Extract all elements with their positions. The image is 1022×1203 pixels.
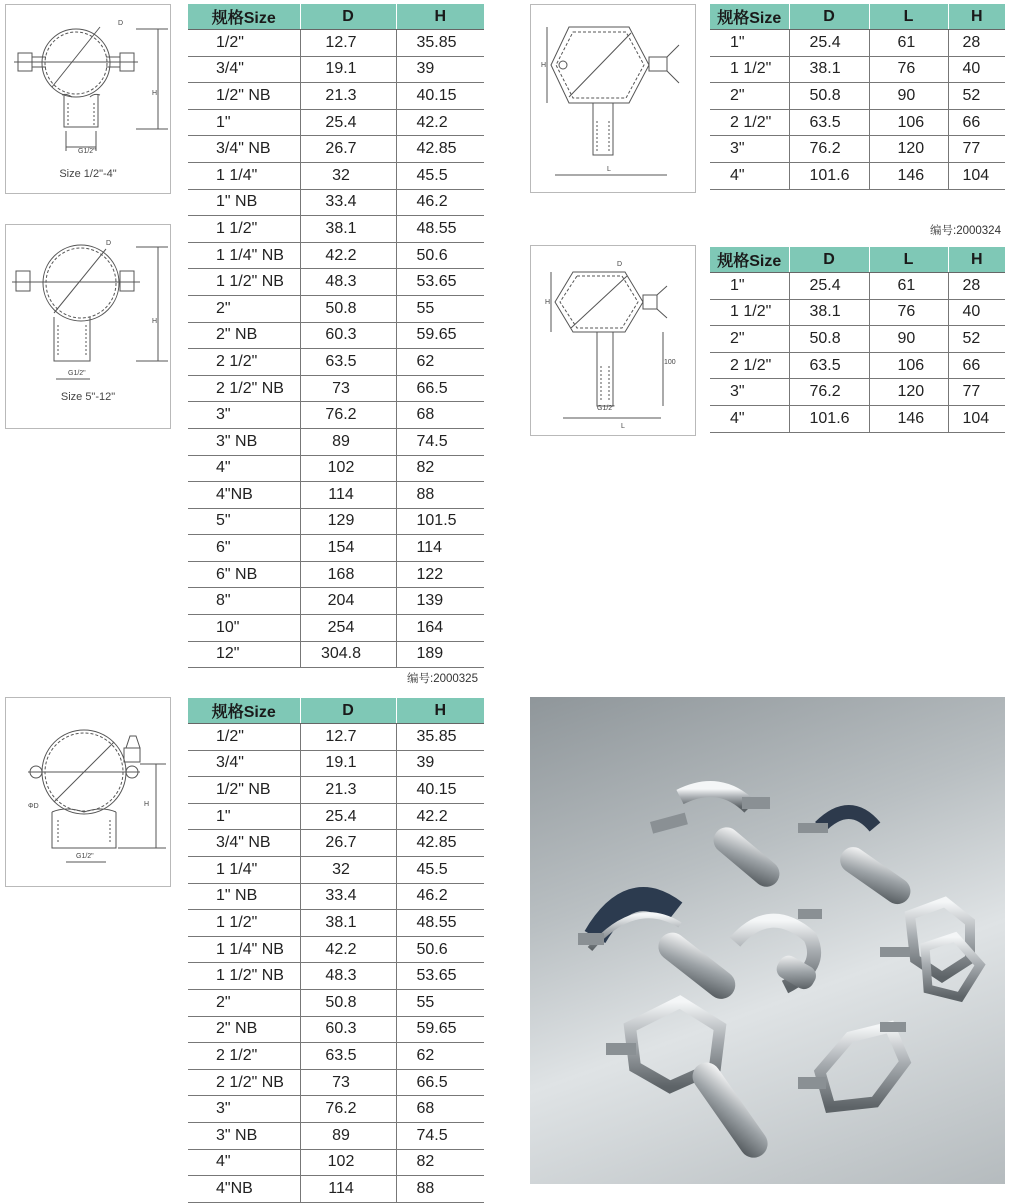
table-cell: 21.3 bbox=[300, 777, 396, 804]
table-cell: 204 bbox=[300, 588, 396, 615]
label-g: G1/2" bbox=[76, 853, 94, 860]
table-cell: 45.5 bbox=[396, 856, 484, 883]
table-cell: 35.85 bbox=[396, 30, 484, 57]
table-row bbox=[188, 56, 484, 83]
table-cell: 66.5 bbox=[396, 375, 484, 402]
table-cell: 66 bbox=[948, 352, 1005, 379]
table-cell: 76 bbox=[869, 299, 948, 326]
table-cell: 63.5 bbox=[789, 352, 869, 379]
label-h: H bbox=[152, 318, 158, 325]
table-row bbox=[188, 1069, 484, 1096]
table-cell: 28 bbox=[948, 30, 1005, 57]
table-row bbox=[710, 326, 1005, 353]
table-cell: 45.5 bbox=[396, 162, 484, 189]
table-cell: 189 bbox=[396, 641, 484, 668]
table-cell: 88 bbox=[396, 1176, 484, 1203]
header-d: D bbox=[789, 4, 869, 30]
pipe-holder-drawing-3 bbox=[531, 5, 697, 194]
pipe-holder-drawing-1 bbox=[6, 5, 172, 195]
table-cell: 1 1/4" NB bbox=[188, 936, 300, 963]
table-cell: 50.8 bbox=[789, 83, 869, 110]
table-cell: 10" bbox=[188, 615, 300, 642]
holder-rubber-lined-1 bbox=[798, 812, 916, 909]
table-cell: 19.1 bbox=[300, 56, 396, 83]
header-l: L bbox=[869, 247, 948, 273]
table-row bbox=[188, 750, 484, 777]
table-cell: 76.2 bbox=[300, 1096, 396, 1123]
table-cell: 4"NB bbox=[188, 482, 300, 509]
header-l: L bbox=[869, 4, 948, 30]
table-cell: 1 1/2" NB bbox=[188, 963, 300, 990]
table-cell: 2 1/2" NB bbox=[188, 1069, 300, 1096]
table-cell: 73 bbox=[300, 375, 396, 402]
table-row bbox=[710, 405, 1005, 432]
table-cell: 104 bbox=[948, 405, 1005, 432]
table-cell: 2 1/2" NB bbox=[188, 375, 300, 402]
table-cell: 1" NB bbox=[188, 883, 300, 910]
table-cell: 68 bbox=[396, 402, 484, 429]
table-cell: 32 bbox=[300, 162, 396, 189]
header-h: H bbox=[948, 247, 1005, 273]
table-cell: 82 bbox=[396, 1149, 484, 1176]
table-cell: 2" bbox=[710, 83, 789, 110]
table-row bbox=[188, 109, 484, 136]
table-cell: 1 1/2" bbox=[188, 910, 300, 937]
header-size: 规格Size bbox=[188, 698, 300, 724]
table-cell: 2 1/2" bbox=[188, 1043, 300, 1070]
table-cell: 1 1/2" bbox=[710, 56, 789, 83]
label-g: G1/2" bbox=[78, 148, 96, 155]
table-cell: 48.3 bbox=[300, 269, 396, 296]
table-cell: 42.85 bbox=[396, 136, 484, 163]
table-row bbox=[188, 830, 484, 857]
label-d: D bbox=[106, 240, 112, 247]
header-h: H bbox=[396, 4, 484, 30]
table-cell: 102 bbox=[300, 1149, 396, 1176]
table-cell: 2 1/2" bbox=[710, 352, 789, 379]
table-cell: 2" NB bbox=[188, 1016, 300, 1043]
table-row bbox=[188, 615, 484, 642]
table-cell: 42.2 bbox=[300, 936, 396, 963]
table-row bbox=[710, 83, 1005, 110]
table-row bbox=[188, 1122, 484, 1149]
header-size: 规格Size bbox=[710, 4, 789, 30]
table-cell: 3/4" bbox=[188, 750, 300, 777]
header-d: D bbox=[300, 698, 396, 724]
table-cell: 60.3 bbox=[300, 322, 396, 349]
table-cell: 40 bbox=[948, 56, 1005, 83]
table-cell: 21.3 bbox=[300, 83, 396, 110]
product-photo bbox=[530, 697, 1005, 1184]
table-cell: 3/4" bbox=[188, 56, 300, 83]
table-cell: 40 bbox=[948, 299, 1005, 326]
table-cell: 59.65 bbox=[396, 322, 484, 349]
table-cell: 3/4" NB bbox=[188, 830, 300, 857]
table-cell: 4" bbox=[710, 405, 789, 432]
table-cell: 122 bbox=[396, 561, 484, 588]
table-row bbox=[188, 455, 484, 482]
table-cell: 50.8 bbox=[300, 295, 396, 322]
table-cell: 168 bbox=[300, 561, 396, 588]
table-cell: 48.3 bbox=[300, 963, 396, 990]
table-row bbox=[188, 295, 484, 322]
table-cell: 2 1/2" bbox=[188, 349, 300, 376]
table-cell: 63.5 bbox=[300, 1043, 396, 1070]
table-row bbox=[188, 349, 484, 376]
table-row bbox=[188, 641, 484, 668]
table-cell: 50.6 bbox=[396, 242, 484, 269]
table-cell: 38.1 bbox=[300, 910, 396, 937]
diagram-panel-3 bbox=[530, 4, 696, 193]
table-cell: 77 bbox=[948, 379, 1005, 406]
label-l: L bbox=[621, 423, 625, 430]
table-cell: 66 bbox=[948, 109, 1005, 136]
table-cell: 1 1/2" NB bbox=[188, 269, 300, 296]
label-h: H bbox=[144, 801, 150, 808]
table-row bbox=[188, 216, 484, 243]
table-row bbox=[188, 856, 484, 883]
table-row bbox=[188, 30, 484, 57]
diagram-caption-2: Size 5"-12" bbox=[60, 391, 116, 403]
table-row bbox=[188, 588, 484, 615]
table-cell: 26.7 bbox=[300, 136, 396, 163]
table-cell: 59.65 bbox=[396, 1016, 484, 1043]
table-cell: 25.4 bbox=[789, 30, 869, 57]
table-cell: 61 bbox=[869, 273, 948, 300]
table-cell: 3" NB bbox=[188, 1122, 300, 1149]
table-cell: 114 bbox=[300, 482, 396, 509]
table-cell: 2" bbox=[188, 295, 300, 322]
table-cell: 48.55 bbox=[396, 216, 484, 243]
table-cell: 1 1/4" bbox=[188, 856, 300, 883]
table-cell: 4"NB bbox=[188, 1176, 300, 1203]
table-cell: 90 bbox=[869, 326, 948, 353]
spec-table-d bbox=[188, 698, 484, 1203]
table-row bbox=[710, 109, 1005, 136]
table-cell: 3" NB bbox=[188, 428, 300, 455]
table-cell: 3/4" NB bbox=[188, 136, 300, 163]
label-phi-d: ΦD bbox=[28, 803, 39, 810]
table-cell: 50.8 bbox=[789, 326, 869, 353]
header-h: H bbox=[948, 4, 1005, 30]
table-cell: 114 bbox=[300, 1176, 396, 1203]
table-cell: 35.85 bbox=[396, 724, 484, 751]
table-row bbox=[188, 936, 484, 963]
table-cell: 53.65 bbox=[396, 269, 484, 296]
table-cell: 106 bbox=[869, 352, 948, 379]
table-row bbox=[188, 724, 484, 751]
table-row bbox=[188, 963, 484, 990]
diagram-caption-1: Size 1/2"-4" bbox=[59, 168, 117, 180]
table-row bbox=[188, 1096, 484, 1123]
table-cell: 52 bbox=[948, 83, 1005, 110]
table-cell: 154 bbox=[300, 535, 396, 562]
table-cell: 32 bbox=[300, 856, 396, 883]
table-row bbox=[188, 402, 484, 429]
table-cell: 76.2 bbox=[789, 136, 869, 163]
table-cell: 106 bbox=[869, 109, 948, 136]
table-cell: 1" bbox=[188, 803, 300, 830]
spec-table-a bbox=[188, 4, 484, 668]
pipe-holder-drawing-4 bbox=[531, 246, 697, 437]
table-row bbox=[188, 482, 484, 509]
table-cell: 2" bbox=[188, 989, 300, 1016]
table-cell: 6" bbox=[188, 535, 300, 562]
table-cell: 50.8 bbox=[300, 989, 396, 1016]
header-size: 规格Size bbox=[188, 4, 300, 30]
table-row bbox=[710, 352, 1005, 379]
table-cell: 3" bbox=[710, 379, 789, 406]
table-cell: 82 bbox=[396, 455, 484, 482]
table-cell: 88 bbox=[396, 482, 484, 509]
table-cell: 4" bbox=[710, 162, 789, 189]
table-row bbox=[188, 1016, 484, 1043]
table-row bbox=[710, 136, 1005, 163]
table-cell: 50.6 bbox=[396, 936, 484, 963]
table-row bbox=[188, 1043, 484, 1070]
header-d: D bbox=[300, 4, 396, 30]
table-cell: 25.4 bbox=[789, 273, 869, 300]
table-cell: 39 bbox=[396, 56, 484, 83]
table-cell: 1" bbox=[188, 109, 300, 136]
table-cell: 73 bbox=[300, 1069, 396, 1096]
table-cell: 146 bbox=[869, 405, 948, 432]
table-cell: 42.2 bbox=[396, 803, 484, 830]
table-row bbox=[188, 269, 484, 296]
table-cell: 76.2 bbox=[300, 402, 396, 429]
table-cell: 48.55 bbox=[396, 910, 484, 937]
table-row bbox=[710, 273, 1005, 300]
table-cell: 26.7 bbox=[300, 830, 396, 857]
table-cell: 90 bbox=[869, 83, 948, 110]
table-cell: 1 1/2" bbox=[710, 299, 789, 326]
table-cell: 66.5 bbox=[396, 1069, 484, 1096]
table-row bbox=[188, 777, 484, 804]
table-cell: 2 1/2" bbox=[710, 109, 789, 136]
table-cell: 1" bbox=[710, 30, 789, 57]
table-cell: 25.4 bbox=[300, 803, 396, 830]
table-cell: 102 bbox=[300, 455, 396, 482]
table-row bbox=[188, 1149, 484, 1176]
table-cell: 1/2" bbox=[188, 30, 300, 57]
table-row bbox=[188, 375, 484, 402]
table-cell: 19.1 bbox=[300, 750, 396, 777]
table-cell: 62 bbox=[396, 349, 484, 376]
label-h: H bbox=[545, 299, 551, 306]
table-cell: 4" bbox=[188, 455, 300, 482]
table-row bbox=[188, 322, 484, 349]
table-cell: 129 bbox=[300, 508, 396, 535]
table-row bbox=[188, 910, 484, 937]
table-cell: 1/2" bbox=[188, 724, 300, 751]
table-cell: 55 bbox=[396, 295, 484, 322]
holder-hex-tube bbox=[606, 1002, 773, 1163]
table-cell: 4" bbox=[188, 1149, 300, 1176]
table-row bbox=[188, 989, 484, 1016]
table-cell: 40.15 bbox=[396, 83, 484, 110]
diagram-panel-4 bbox=[530, 245, 696, 436]
table-cell: 120 bbox=[869, 136, 948, 163]
table-cell: 120 bbox=[869, 379, 948, 406]
table-cell: 39 bbox=[396, 750, 484, 777]
table-cell: 42.2 bbox=[300, 242, 396, 269]
holder-round-threaded bbox=[735, 909, 822, 993]
table-row bbox=[710, 299, 1005, 326]
table-cell: 60.3 bbox=[300, 1016, 396, 1043]
table-cell: 74.5 bbox=[396, 428, 484, 455]
table-cell: 76 bbox=[869, 56, 948, 83]
table-cell: 68 bbox=[396, 1096, 484, 1123]
table-cell: 38.1 bbox=[300, 216, 396, 243]
diagram-panel-5 bbox=[5, 697, 171, 887]
product-code-1: 编号:2000324 bbox=[930, 225, 1001, 237]
label-h: H bbox=[541, 62, 547, 69]
table-cell: 104 bbox=[948, 162, 1005, 189]
table-cell: 77 bbox=[948, 136, 1005, 163]
table-cell: 33.4 bbox=[300, 189, 396, 216]
header-d: D bbox=[789, 247, 869, 273]
label-g: G1/2" bbox=[597, 405, 615, 412]
table-row bbox=[188, 883, 484, 910]
table-cell: 1 1/2" bbox=[188, 216, 300, 243]
pipe-holders-illustration bbox=[530, 697, 1005, 1184]
table-cell: 38.1 bbox=[789, 56, 869, 83]
header-size: 规格Size bbox=[710, 247, 789, 273]
table-cell: 38.1 bbox=[789, 299, 869, 326]
table-cell: 114 bbox=[396, 535, 484, 562]
table-cell: 46.2 bbox=[396, 883, 484, 910]
product-code-2: 编号:2000325 bbox=[407, 673, 478, 685]
table-cell: 139 bbox=[396, 588, 484, 615]
table-row bbox=[188, 535, 484, 562]
header-h: H bbox=[396, 698, 484, 724]
table-cell: 74.5 bbox=[396, 1122, 484, 1149]
table-cell: 40.15 bbox=[396, 777, 484, 804]
holder-hex-small bbox=[798, 1022, 906, 1107]
table-cell: 63.5 bbox=[789, 109, 869, 136]
label-g: G1/2" bbox=[68, 370, 86, 377]
table-cell: 76.2 bbox=[789, 379, 869, 406]
table-cell: 1/2" NB bbox=[188, 83, 300, 110]
table-cell: 12.7 bbox=[300, 30, 396, 57]
table-cell: 62 bbox=[396, 1043, 484, 1070]
table-cell: 304.8 bbox=[300, 641, 396, 668]
holder-rubber-lined-2 bbox=[578, 899, 741, 1004]
table-cell: 101.6 bbox=[789, 162, 869, 189]
table-cell: 1 1/4" bbox=[188, 162, 300, 189]
pipe-holder-drawing-5 bbox=[6, 698, 172, 888]
table-row bbox=[188, 189, 484, 216]
table-cell: 3" bbox=[188, 402, 300, 429]
table-cell: 25.4 bbox=[300, 109, 396, 136]
spec-table-b bbox=[710, 4, 1005, 190]
table-cell: 164 bbox=[396, 615, 484, 642]
table-cell: 101.6 bbox=[789, 405, 869, 432]
table-cell: 61 bbox=[869, 30, 948, 57]
label-d: D bbox=[617, 261, 623, 268]
table-row bbox=[710, 162, 1005, 189]
table-row bbox=[188, 83, 484, 110]
table-cell: 33.4 bbox=[300, 883, 396, 910]
table-cell: 1" bbox=[710, 273, 789, 300]
table-cell: 42.85 bbox=[396, 830, 484, 857]
table-cell: 146 bbox=[869, 162, 948, 189]
table-row bbox=[188, 1176, 484, 1203]
table-cell: 89 bbox=[300, 428, 396, 455]
label-length: 100 bbox=[664, 359, 676, 366]
table-cell: 12.7 bbox=[300, 724, 396, 751]
table-cell: 53.65 bbox=[396, 963, 484, 990]
table-cell: 28 bbox=[948, 273, 1005, 300]
table-cell: 5" bbox=[188, 508, 300, 535]
table-cell: 1" NB bbox=[188, 189, 300, 216]
table-row bbox=[710, 56, 1005, 83]
label-l: L bbox=[607, 166, 611, 173]
table-cell: 52 bbox=[948, 326, 1005, 353]
table-cell: 89 bbox=[300, 1122, 396, 1149]
table-cell: 3" bbox=[188, 1096, 300, 1123]
holder-round-tube bbox=[650, 789, 785, 892]
table-row bbox=[188, 803, 484, 830]
table-cell: 2" bbox=[710, 326, 789, 353]
table-row bbox=[710, 30, 1005, 57]
table-row bbox=[188, 242, 484, 269]
table-cell: 63.5 bbox=[300, 349, 396, 376]
table-cell: 8" bbox=[188, 588, 300, 615]
table-row bbox=[188, 561, 484, 588]
table-row bbox=[188, 428, 484, 455]
spec-table-c bbox=[710, 247, 1005, 433]
table-cell: 1 1/4" NB bbox=[188, 242, 300, 269]
table-cell: 1/2" NB bbox=[188, 777, 300, 804]
table-cell: 101.5 bbox=[396, 508, 484, 535]
table-cell: 46.2 bbox=[396, 189, 484, 216]
holder-hex-open bbox=[880, 902, 980, 997]
table-cell: 6" NB bbox=[188, 561, 300, 588]
table-cell: 55 bbox=[396, 989, 484, 1016]
table-cell: 2" NB bbox=[188, 322, 300, 349]
table-cell: 254 bbox=[300, 615, 396, 642]
table-row bbox=[188, 508, 484, 535]
diagram-panel-1 bbox=[5, 4, 171, 194]
label-d: D bbox=[118, 20, 124, 27]
table-row bbox=[188, 136, 484, 163]
table-row bbox=[710, 379, 1005, 406]
table-cell: 12" bbox=[188, 641, 300, 668]
table-cell: 3" bbox=[710, 136, 789, 163]
diagram-panel-2 bbox=[5, 224, 171, 429]
table-cell: 42.2 bbox=[396, 109, 484, 136]
table-row bbox=[188, 162, 484, 189]
label-h: H bbox=[152, 90, 158, 97]
